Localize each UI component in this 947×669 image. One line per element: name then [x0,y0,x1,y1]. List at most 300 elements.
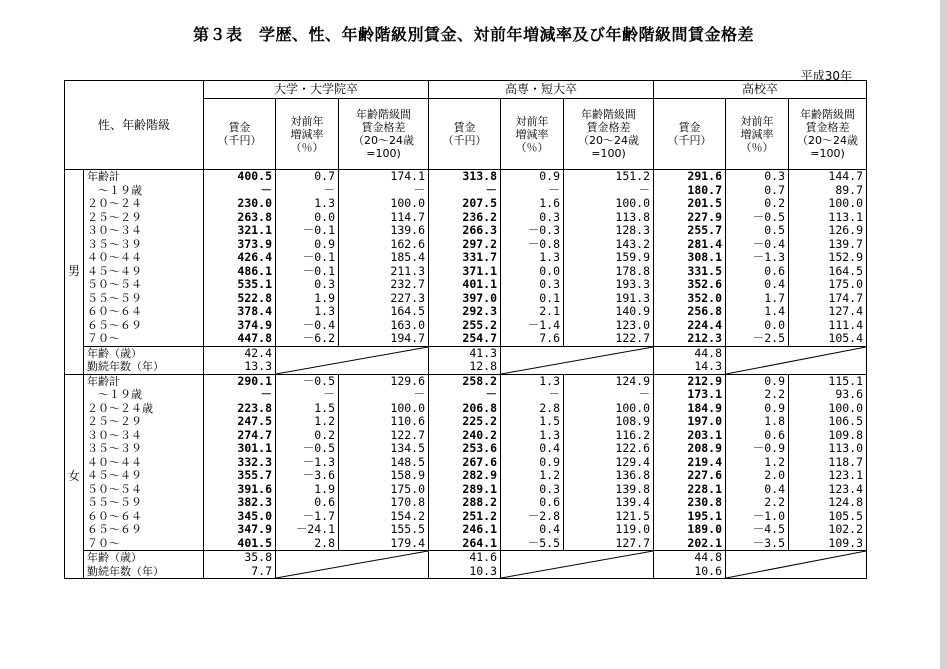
wage-gap-cell: 155.5 [339,523,429,537]
change-rate-cell: 1.2 [501,469,564,483]
age-group-label: ５５～５９ [84,292,204,306]
change-rate-cell: －1.0 [726,510,789,524]
viewer-scrollbar-edge [940,0,947,669]
wage-gap-cell: 139.8 [564,483,654,497]
change-rate-cell: 0.6 [276,496,339,510]
change-rate-cell: 2.8 [501,402,564,416]
wage-gap-cell: 116.2 [564,429,654,443]
wage-cell: 254.7 [429,332,501,346]
wage-gap-cell: 158.9 [339,469,429,483]
wage-cell: 223.8 [204,402,276,416]
change-rate-cell: 2.2 [726,496,789,510]
change-rate-cell: 0.1 [501,292,564,306]
wage-table [64,80,867,579]
group-header-university: 大学・大学院卒 [204,81,429,99]
change-rate-cell: 1.3 [276,197,339,211]
change-rate-cell: 0.2 [276,429,339,443]
wage-gap-cell: － [564,184,654,198]
change-rate-header: 対前年 増減率 （％） [501,99,564,170]
wage-gap-cell: 139.4 [564,496,654,510]
change-rate-cell: 1.3 [501,429,564,443]
wage-gap-cell: 159.9 [564,251,654,265]
wage-cell: 173.1 [654,388,726,402]
change-rate-cell: －0.5 [276,374,339,388]
change-rate-cell: －0.4 [276,319,339,333]
wage-cell: 227.9 [654,211,726,225]
age-group-label: ７０～ [84,332,204,346]
change-rate-cell: 0.5 [726,224,789,238]
wage-gap-cell: 164.5 [789,265,867,279]
wage-cell: 208.9 [654,442,726,456]
age-group-label: ６０～６４ [84,510,204,524]
wage-cell: 203.1 [654,429,726,443]
wage-cell: 308.1 [654,251,726,265]
wage-gap-cell: 113.0 [789,442,867,456]
stat-value-cell: 10.3 [429,565,501,579]
wage-cell: 331.5 [654,265,726,279]
change-rate-cell: 0.4 [501,523,564,537]
wage-gap-cell: 129.4 [564,456,654,470]
table-row [65,305,867,319]
stat-value-cell: 35.8 [204,551,276,565]
table-row [65,332,867,346]
wage-gap-cell: 126.9 [789,224,867,238]
blank-diagonal-cell [501,551,654,579]
wage-gap-cell: 139.6 [339,224,429,238]
wage-cell: 290.1 [204,374,276,388]
change-rate-cell: 7.6 [501,332,564,346]
wage-gap-cell: 162.6 [339,238,429,252]
stat-row [65,551,867,565]
wage-gap-cell: 163.0 [339,319,429,333]
wage-gap-cell: 111.4 [789,319,867,333]
wage-cell: 522.8 [204,292,276,306]
change-rate-cell: －0.5 [276,442,339,456]
age-group-label: ３０～３４ [84,429,204,443]
age-group-label: ６０～６４ [84,305,204,319]
change-rate-cell: 0.4 [726,483,789,497]
wage-cell: 535.1 [204,278,276,292]
wage-gap-cell: 175.0 [339,483,429,497]
wage-cell: 207.5 [429,197,501,211]
age-group-label: ４５～４９ [84,469,204,483]
sex-label: 男 [65,170,84,375]
wage-gap-cell: 102.2 [789,523,867,537]
wage-gap-cell: 109.3 [789,537,867,551]
stat-value-cell: 13.3 [204,360,276,374]
wage-cell: 247.5 [204,415,276,429]
wage-gap-cell: － [339,184,429,198]
change-rate-cell: 2.0 [726,469,789,483]
wage-gap-cell: 124.9 [564,374,654,388]
wage-gap-cell: 110.6 [339,415,429,429]
wage-cell: 352.6 [654,278,726,292]
change-rate-cell: 0.9 [726,402,789,416]
stat-value-cell: 14.3 [654,360,726,374]
table-row [65,456,867,470]
wage-cell: 289.1 [429,483,501,497]
group-header-high-school: 高校卒 [654,81,867,99]
wage-gap-cell: 105.4 [789,332,867,346]
wage-cell: 230.0 [204,197,276,211]
wage-cell: 371.1 [429,265,501,279]
wage-cell: 201.5 [654,197,726,211]
age-group-label: ～１９歳 [84,184,204,198]
wage-cell: 281.4 [654,238,726,252]
wage-cell: 332.3 [204,456,276,470]
wage-gap-cell: 106.5 [789,415,867,429]
age-group-label: ２０～２４歳 [84,402,204,416]
age-group-label: 年齢計 [84,374,204,388]
table-row [65,388,867,402]
wage-gap-cell: 124.8 [789,496,867,510]
wage-gap-cell: 113.8 [564,211,654,225]
wage-cell: 352.0 [654,292,726,306]
wage-gap-cell: 100.0 [339,197,429,211]
table-row [65,278,867,292]
wage-cell: 264.1 [429,537,501,551]
wage-gap-cell: － [339,388,429,402]
change-rate-cell: －0.1 [276,265,339,279]
change-rate-cell: 0.6 [726,265,789,279]
change-rate-cell: 1.2 [726,456,789,470]
wage-cell: 251.2 [429,510,501,524]
wage-gap-cell: 127.7 [564,537,654,551]
wage-cell: － [429,184,501,198]
table-row [65,510,867,524]
table-row [65,265,867,279]
wage-cell: 400.5 [204,170,276,184]
change-rate-cell: 0.4 [501,442,564,456]
wage-gap-cell: 93.6 [789,388,867,402]
wage-gap-cell: 148.5 [339,456,429,470]
wage-cell: 447.8 [204,332,276,346]
sex-label: 女 [65,374,84,579]
change-rate-cell: －5.5 [501,537,564,551]
wage-cell: 225.2 [429,415,501,429]
wage-gap-cell: 129.6 [339,374,429,388]
wage-gap-cell: 100.0 [789,402,867,416]
wage-gap-cell: 100.0 [789,197,867,211]
wage-gap-cell: 174.1 [339,170,429,184]
change-rate-cell: －1.3 [726,251,789,265]
change-rate-cell: 0.4 [726,278,789,292]
age-group-label: 年齢計 [84,170,204,184]
wage-cell: 486.1 [204,265,276,279]
table-row [65,429,867,443]
wage-gap-cell: 100.0 [339,402,429,416]
change-rate-cell: 0.0 [726,319,789,333]
table-row [65,415,867,429]
change-rate-cell: － [501,184,564,198]
change-rate-cell: 0.3 [726,170,789,184]
change-rate-cell: －0.4 [726,238,789,252]
table-row [65,402,867,416]
wage-cell: 184.9 [654,402,726,416]
wage-gap-cell: 194.7 [339,332,429,346]
wage-gap-cell: 115.1 [789,374,867,388]
wage-cell: 266.3 [429,224,501,238]
change-rate-cell: －2.8 [501,510,564,524]
age-group-label: ５５～５９ [84,496,204,510]
change-rate-cell: －0.3 [501,224,564,238]
table-row [65,170,867,184]
blank-diagonal-cell [276,551,429,579]
table-row [65,238,867,252]
wage-cell: 263.8 [204,211,276,225]
change-rate-cell: －0.5 [726,211,789,225]
stat-label: 勤続年数（年） [84,360,204,374]
wage-cell: 195.1 [654,510,726,524]
change-rate-cell: － [501,388,564,402]
wage-gap-cell: 164.5 [339,305,429,319]
wage-cell: 246.1 [429,523,501,537]
stat-value-cell: 10.6 [654,565,726,579]
age-group-label: ２０～２４ [84,197,204,211]
group-header-junior-college: 高専・短大卒 [429,81,654,99]
age-group-label: ５０～５４ [84,278,204,292]
table-row [65,442,867,456]
change-rate-cell: －1.3 [276,456,339,470]
change-rate-cell: －3.5 [726,537,789,551]
change-rate-cell: 0.3 [501,211,564,225]
change-rate-cell: 0.6 [726,429,789,443]
wage-gap-header: 年齢階級間 賃金格差 （20～24歳 =100) [564,99,654,170]
change-rate-cell: 0.3 [276,278,339,292]
wage-cell: 267.6 [429,456,501,470]
age-group-label: ５０～５４ [84,483,204,497]
wage-gap-cell: 174.7 [789,292,867,306]
change-rate-cell: 1.3 [501,251,564,265]
wage-gap-cell: 128.3 [564,224,654,238]
wage-gap-cell: 193.3 [564,278,654,292]
wage-gap-cell: 211.3 [339,265,429,279]
wage-gap-cell: 119.0 [564,523,654,537]
change-rate-cell: － [276,184,339,198]
wage-gap-cell: 134.5 [339,442,429,456]
wage-cell: 297.2 [429,238,501,252]
wage-gap-cell: 123.4 [789,483,867,497]
table-row [65,483,867,497]
era-label: 平成30年 [800,69,852,83]
table-row [65,537,867,551]
wage-gap-cell: 151.2 [564,170,654,184]
stat-value-cell: 7.7 [204,565,276,579]
wage-gap-cell: 152.9 [789,251,867,265]
change-rate-cell: 1.9 [276,483,339,497]
wage-cell: 253.6 [429,442,501,456]
wage-gap-cell: 139.7 [789,238,867,252]
change-rate-header: 対前年 増減率 （％） [726,99,789,170]
wage-cell: 331.7 [429,251,501,265]
table-row [65,523,867,537]
table-title: 第３表 学歴、性、年齢階級別賃金、対前年増減率及び年齢階級間賃金格差 [192,25,754,44]
change-rate-cell: －6.2 [276,332,339,346]
wage-cell: 347.9 [204,523,276,537]
wage-cell: 292.3 [429,305,501,319]
wage-cell: 206.8 [429,402,501,416]
change-rate-cell: 2.2 [726,388,789,402]
row-label-header: 性、年齢階級 [65,81,204,170]
wage-header: 賃金 （千円） [204,99,276,170]
change-rate-cell: 0.0 [276,211,339,225]
wage-gap-cell: 143.2 [564,238,654,252]
wage-gap-cell: 227.3 [339,292,429,306]
change-rate-cell: － [276,388,339,402]
age-group-label: ４５～４９ [84,265,204,279]
age-group-label: ４０～４４ [84,251,204,265]
wage-cell: 202.1 [654,537,726,551]
change-rate-cell: 2.8 [276,537,339,551]
change-rate-cell: 1.2 [276,415,339,429]
stat-label: 年齢（歳） [84,346,204,360]
age-group-label: ２５～２９ [84,211,204,225]
age-group-label: ３５～３９ [84,238,204,252]
wage-cell: 301.1 [204,442,276,456]
blank-diagonal-cell [726,551,867,579]
change-rate-cell: 1.6 [501,197,564,211]
wage-cell: 212.3 [654,332,726,346]
table-row [65,496,867,510]
wage-cell: 401.5 [204,537,276,551]
stat-label: 勤続年数（年） [84,565,204,579]
change-rate-cell: 0.0 [501,265,564,279]
table-row [65,292,867,306]
table-row [65,251,867,265]
wage-gap-cell: 122.7 [564,332,654,346]
wage-cell: 382.3 [204,496,276,510]
change-rate-cell: 1.5 [276,402,339,416]
wage-cell: 274.7 [204,429,276,443]
wage-cell: 321.1 [204,224,276,238]
change-rate-cell: 0.3 [501,278,564,292]
wage-gap-cell: 178.8 [564,265,654,279]
wage-cell: 374.9 [204,319,276,333]
table-row [65,197,867,211]
wage-cell: 240.2 [429,429,501,443]
change-rate-cell: －0.8 [501,238,564,252]
stat-value-cell: 41.6 [429,551,501,565]
wage-cell: － [204,388,276,402]
wage-cell: － [429,388,501,402]
wage-cell: 256.8 [654,305,726,319]
wage-cell: 378.4 [204,305,276,319]
change-rate-header: 対前年 増減率 （％） [276,99,339,170]
wage-cell: 212.9 [654,374,726,388]
wage-gap-cell: 108.9 [564,415,654,429]
age-group-label: ３０～３４ [84,224,204,238]
age-group-label: ～１９歳 [84,388,204,402]
table-row [65,211,867,225]
stat-label: 年齢（歳） [84,551,204,565]
wage-gap-cell: 122.6 [564,442,654,456]
wage-gap-cell: 170.8 [339,496,429,510]
change-rate-cell: －0.1 [276,251,339,265]
table-row [65,184,867,198]
wage-cell: 373.9 [204,238,276,252]
wage-gap-cell: 100.0 [564,402,654,416]
wage-gap-cell: 154.2 [339,510,429,524]
change-rate-cell: －3.6 [276,469,339,483]
wage-gap-cell: 140.9 [564,305,654,319]
change-rate-cell: －1.7 [276,510,339,524]
table-row [65,319,867,333]
wage-gap-cell: 100.0 [564,197,654,211]
wage-gap-cell: 122.7 [339,429,429,443]
wage-cell: 189.0 [654,523,726,537]
change-rate-cell: －0.9 [726,442,789,456]
change-rate-cell: 0.7 [276,170,339,184]
wage-gap-cell: 232.7 [339,278,429,292]
age-group-label: ４０～４４ [84,456,204,470]
wage-gap-cell: 114.7 [339,211,429,225]
wage-cell: 401.1 [429,278,501,292]
blank-diagonal-cell [726,346,867,374]
wage-gap-cell: － [564,388,654,402]
stat-value-cell: 41.3 [429,346,501,360]
wage-cell: 355.7 [204,469,276,483]
wage-gap-cell: 118.7 [789,456,867,470]
change-rate-cell: －0.1 [276,224,339,238]
wage-gap-cell: 175.0 [789,278,867,292]
change-rate-cell: 0.9 [501,456,564,470]
wage-cell: 391.6 [204,483,276,497]
change-rate-cell: 1.4 [726,305,789,319]
wage-cell: 255.2 [429,319,501,333]
wage-cell: 180.7 [654,184,726,198]
wage-cell: 426.4 [204,251,276,265]
wage-gap-header: 年齢階級間 賃金格差 （20～24歳 =100) [789,99,867,170]
wage-cell: 288.2 [429,496,501,510]
wage-gap-cell: 179.4 [339,537,429,551]
change-rate-cell: －24.1 [276,523,339,537]
change-rate-cell: 2.1 [501,305,564,319]
age-group-label: ６５～６９ [84,523,204,537]
wage-gap-cell: 136.8 [564,469,654,483]
wage-gap-cell: 127.4 [789,305,867,319]
wage-gap-cell: 105.5 [789,510,867,524]
wage-cell: 236.2 [429,211,501,225]
change-rate-cell: 0.9 [276,238,339,252]
change-rate-cell: 0.6 [501,496,564,510]
change-rate-cell: 1.8 [726,415,789,429]
blank-diagonal-cell [501,346,654,374]
wage-cell: 397.0 [429,292,501,306]
wage-cell: 345.0 [204,510,276,524]
change-rate-cell: 1.5 [501,415,564,429]
wage-cell: － [204,184,276,198]
wage-gap-cell: 113.1 [789,211,867,225]
change-rate-cell: 1.3 [276,305,339,319]
table-row [65,224,867,238]
wage-gap-cell: 109.8 [789,429,867,443]
wage-header: 賃金 （千円） [429,99,501,170]
wage-cell: 227.6 [654,469,726,483]
age-group-label: ７０～ [84,537,204,551]
wage-gap-cell: 123.1 [789,469,867,483]
change-rate-cell: 0.3 [501,483,564,497]
age-group-label: ６５～６９ [84,319,204,333]
wage-gap-header: 年齢階級間 賃金格差 （20～24歳 =100) [339,99,429,170]
change-rate-cell: －1.4 [501,319,564,333]
wage-gap-cell: 89.7 [789,184,867,198]
change-rate-cell: 0.9 [501,170,564,184]
wage-header: 賃金 （千円） [654,99,726,170]
age-group-label: ２５～２９ [84,415,204,429]
stat-value-cell: 42.4 [204,346,276,360]
wage-gap-cell: 123.0 [564,319,654,333]
wage-gap-cell: 185.4 [339,251,429,265]
